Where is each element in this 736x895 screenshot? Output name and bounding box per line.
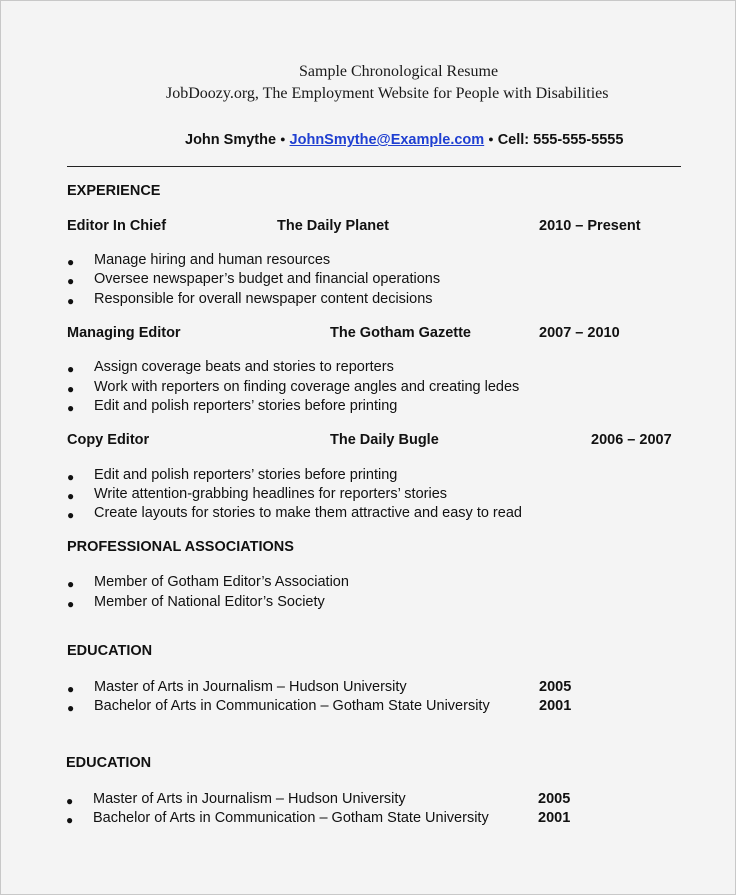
- bullet-dot: ●: [67, 382, 75, 396]
- bullet-dot: ●: [67, 597, 75, 611]
- bullet-dot: ●: [67, 577, 75, 591]
- resume-title: Sample Chronological Resume: [299, 63, 499, 80]
- email-link[interactable]: JohnSmythe@Example.com: [289, 132, 485, 148]
- list-item: Master of Arts in Journalism – Hudson University: [94, 679, 407, 695]
- bullet-dot: ●: [67, 682, 75, 696]
- section-heading-education-repeat: EDUCATION: [66, 755, 152, 771]
- job-dates: 2010 – Present: [539, 218, 641, 234]
- job-dates: 2007 – 2010: [539, 325, 620, 341]
- contact-line: [185, 132, 623, 148]
- list-item: Member of National Editor’s Society: [94, 594, 325, 610]
- education-year: 2005: [538, 791, 571, 807]
- list-item: Oversee newspaper’s budget and financial operations: [94, 271, 441, 287]
- list-item: Bachelor of Arts in Communication – Gotham State University: [94, 698, 490, 714]
- education-year: 2001: [539, 698, 572, 714]
- job-company: The Gotham Gazette: [330, 325, 471, 341]
- job-title: Editor In Chief: [67, 218, 167, 234]
- bullet-dot: ●: [67, 294, 75, 308]
- job-title: Copy Editor: [67, 432, 150, 448]
- job-company: The Daily Planet: [277, 218, 390, 234]
- bullet-dot: ●: [67, 508, 75, 522]
- list-item: Work with reporters on finding coverage angles and creating ledes: [94, 379, 520, 395]
- resume-subtitle: JobDoozy.org, The Employment Website for People with Disabilities: [166, 85, 609, 102]
- education-year: 2005: [539, 679, 572, 695]
- section-heading-experience: EXPERIENCE: [67, 183, 161, 199]
- contact-name: John Smythe: [185, 132, 277, 148]
- section-heading-associations: PROFESSIONAL ASSOCIATIONS: [67, 539, 294, 555]
- job-company: The Daily Bugle: [330, 432, 439, 448]
- separator-dot: ●: [280, 134, 286, 144]
- list-item: Master of Arts in Journalism – Hudson University: [93, 791, 406, 807]
- bullet-dot: ●: [66, 813, 74, 827]
- bullet-dot: ●: [67, 362, 75, 376]
- separator-dot: ●: [488, 134, 494, 144]
- list-item: Member of Gotham Editor’s Association: [94, 574, 349, 590]
- list-item: Bachelor of Arts in Communication – Gotham State University: [93, 810, 489, 826]
- bullet-dot: ●: [67, 701, 75, 715]
- list-item: Edit and polish reporters’ stories before printing: [94, 398, 398, 414]
- bullet-dot: ●: [67, 489, 75, 503]
- bullet-dot: ●: [67, 255, 75, 269]
- list-item: Manage hiring and human resources: [94, 252, 331, 268]
- bullet-dot: ●: [67, 470, 75, 484]
- bullet-dot: ●: [66, 794, 74, 808]
- job-dates: 2006 – 2007: [591, 432, 672, 448]
- list-item: Create layouts for stories to make them attractive and easy to read: [94, 505, 522, 521]
- list-item: Edit and polish reporters’ stories before printing: [94, 467, 398, 483]
- education-year: 2001: [538, 810, 571, 826]
- job-title: Managing Editor: [67, 325, 181, 341]
- bullet-dot: ●: [67, 274, 75, 288]
- list-item: Assign coverage beats and stories to reporters: [94, 359, 394, 375]
- section-heading-education: EDUCATION: [67, 643, 153, 659]
- bullet-dot: ●: [67, 401, 75, 415]
- header-divider: [67, 166, 681, 167]
- list-item: Write attention-grabbing headlines for reporters’ stories: [94, 486, 448, 502]
- contact-phone: Cell: 555-555-5555: [497, 132, 624, 148]
- list-item: Responsible for overall newspaper content decisions: [94, 291, 433, 307]
